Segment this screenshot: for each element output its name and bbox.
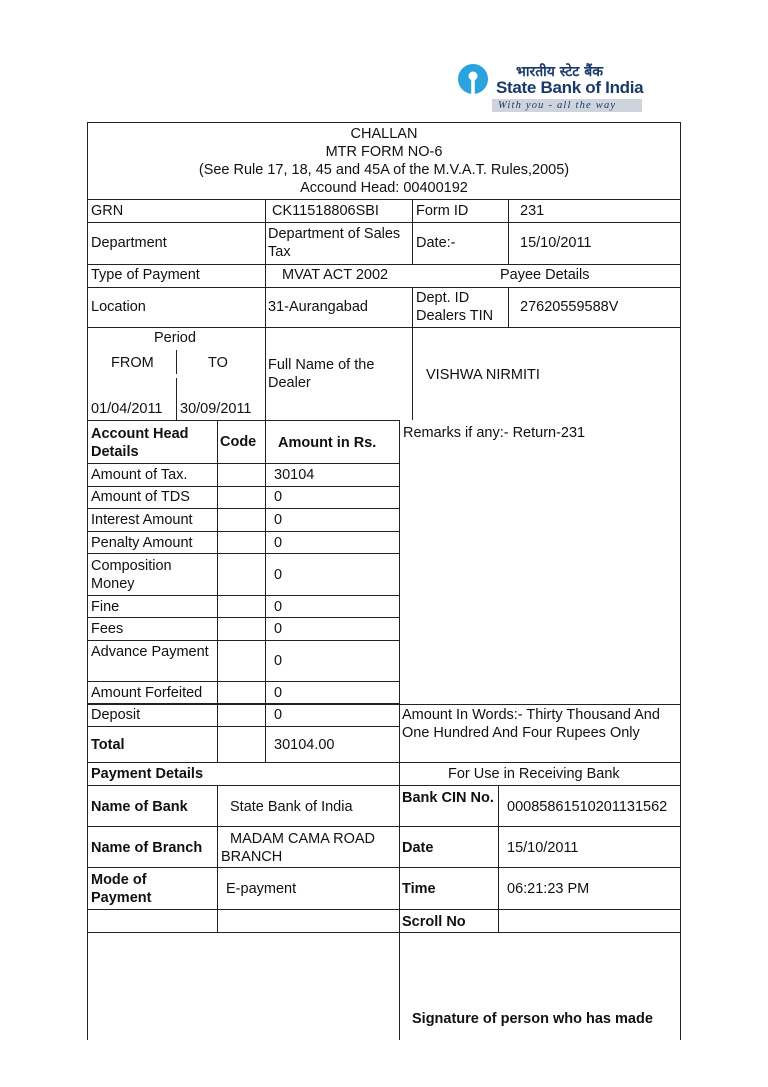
row-label: Fees xyxy=(91,621,124,637)
row-amount: 0 xyxy=(274,599,283,615)
location-value: 31-Aurangabad xyxy=(268,299,368,315)
logo-hindi-text: भारतीय स्टेट बैंक xyxy=(516,64,603,80)
payment-type-value: MVAT ACT 2002 xyxy=(282,267,389,283)
total-label: Total xyxy=(91,737,125,753)
amount-header: Amount in Rs. xyxy=(278,435,377,451)
grn-label: GRN xyxy=(91,203,124,219)
dealer-name-label: Full Name of the Dealer xyxy=(268,357,375,391)
form-id-label: Form ID xyxy=(416,203,469,219)
period-label: Period xyxy=(154,330,196,346)
row-label: Fine xyxy=(91,599,120,615)
signature-label: Signature of person who has made xyxy=(412,1011,653,1027)
account-head: Accound Head: 00400192 xyxy=(300,180,468,196)
mode-label: Mode of Payment xyxy=(91,872,152,906)
form-id-value: 231 xyxy=(520,203,545,219)
location-label: Location xyxy=(91,299,146,315)
row-amount: 0 xyxy=(274,512,283,528)
dealer-name-value: VISHWA NIRMITI xyxy=(426,367,540,383)
payment-date-label: Date xyxy=(402,840,434,856)
account-head-label: Account Head Details xyxy=(91,426,189,460)
rule-reference: (See Rule 17, 18, 45 and 45A of the M.V.A.T. Rules,2005) xyxy=(198,162,570,178)
row-label: Amount of TDS xyxy=(91,489,190,505)
dealers-tin-label: Dealers TIN xyxy=(416,308,494,324)
mode-value: E-payment xyxy=(226,881,297,897)
row-amount: 0 xyxy=(274,567,283,583)
bank-name-label: Name of Bank xyxy=(91,799,188,815)
amount-in-words: Amount In Words:- Thirty Thousand And One Hundred And Four Rupees Only xyxy=(402,707,660,741)
date-value: 15/10/2011 xyxy=(520,235,592,251)
time-label: Time xyxy=(402,881,436,897)
row-amount: 0 xyxy=(274,535,283,551)
sbi-logo-icon xyxy=(457,63,489,95)
dept-id-label: Dept. ID xyxy=(416,290,470,306)
time-value: 06:21:23 PM xyxy=(507,881,590,897)
tin-value: 27620559588V xyxy=(520,299,619,315)
branch-label: Name of Branch xyxy=(91,840,203,856)
logo-tagline: With you - all the way xyxy=(498,100,617,111)
challan-title: CHALLAN xyxy=(350,126,418,142)
row-label: Amount Forfeited xyxy=(91,685,203,701)
bank-name-value: State Bank of India xyxy=(230,799,353,815)
row-label: Advance Payment xyxy=(91,644,209,660)
row-amount: 0 xyxy=(274,621,283,637)
row-label: Deposit xyxy=(91,707,141,723)
row-amount: 30104 xyxy=(274,467,315,483)
branch-value: MADAM CAMA ROAD BRANCH xyxy=(221,831,376,865)
from-label: FROM xyxy=(111,355,154,371)
row-label: Amount of Tax. xyxy=(91,467,188,483)
logo-bank-name: State Bank of India xyxy=(496,78,644,97)
form-number: MTR FORM NO-6 xyxy=(325,144,443,160)
department-value: Department of Sales Tax xyxy=(268,226,401,260)
row-amount: 0 xyxy=(274,685,283,701)
to-label: TO xyxy=(208,355,228,371)
receiving-bank-label: For Use in Receiving Bank xyxy=(448,766,620,782)
row-label: Composition Money xyxy=(91,558,172,592)
row-label: Interest Amount xyxy=(91,512,193,528)
row-amount: 0 xyxy=(274,489,283,505)
scroll-no-label: Scroll No xyxy=(402,914,466,930)
bank-cin-value: 00085861510201131562 xyxy=(507,799,668,815)
to-value: 30/09/2011 xyxy=(180,401,252,417)
row-amount: 0 xyxy=(274,707,283,723)
row-amount: 0 xyxy=(274,653,283,669)
payment-details-label: Payment Details xyxy=(91,766,204,782)
from-value: 01/04/2011 xyxy=(91,401,163,417)
date-label: Date:- xyxy=(416,235,456,251)
total-value: 30104.00 xyxy=(274,737,335,753)
grn-value: CK11518806SBI xyxy=(272,203,379,219)
row-label: Penalty Amount xyxy=(91,535,193,551)
code-header: Code xyxy=(220,434,257,450)
payee-details-label: Payee Details xyxy=(500,267,590,283)
bank-cin-label: Bank CIN No. xyxy=(402,790,494,806)
remarks: Remarks if any:- Return-231 xyxy=(403,425,586,441)
payment-type-label: Type of Payment xyxy=(91,267,200,283)
payment-date-value: 15/10/2011 xyxy=(507,840,579,856)
department-label: Department xyxy=(91,235,167,251)
